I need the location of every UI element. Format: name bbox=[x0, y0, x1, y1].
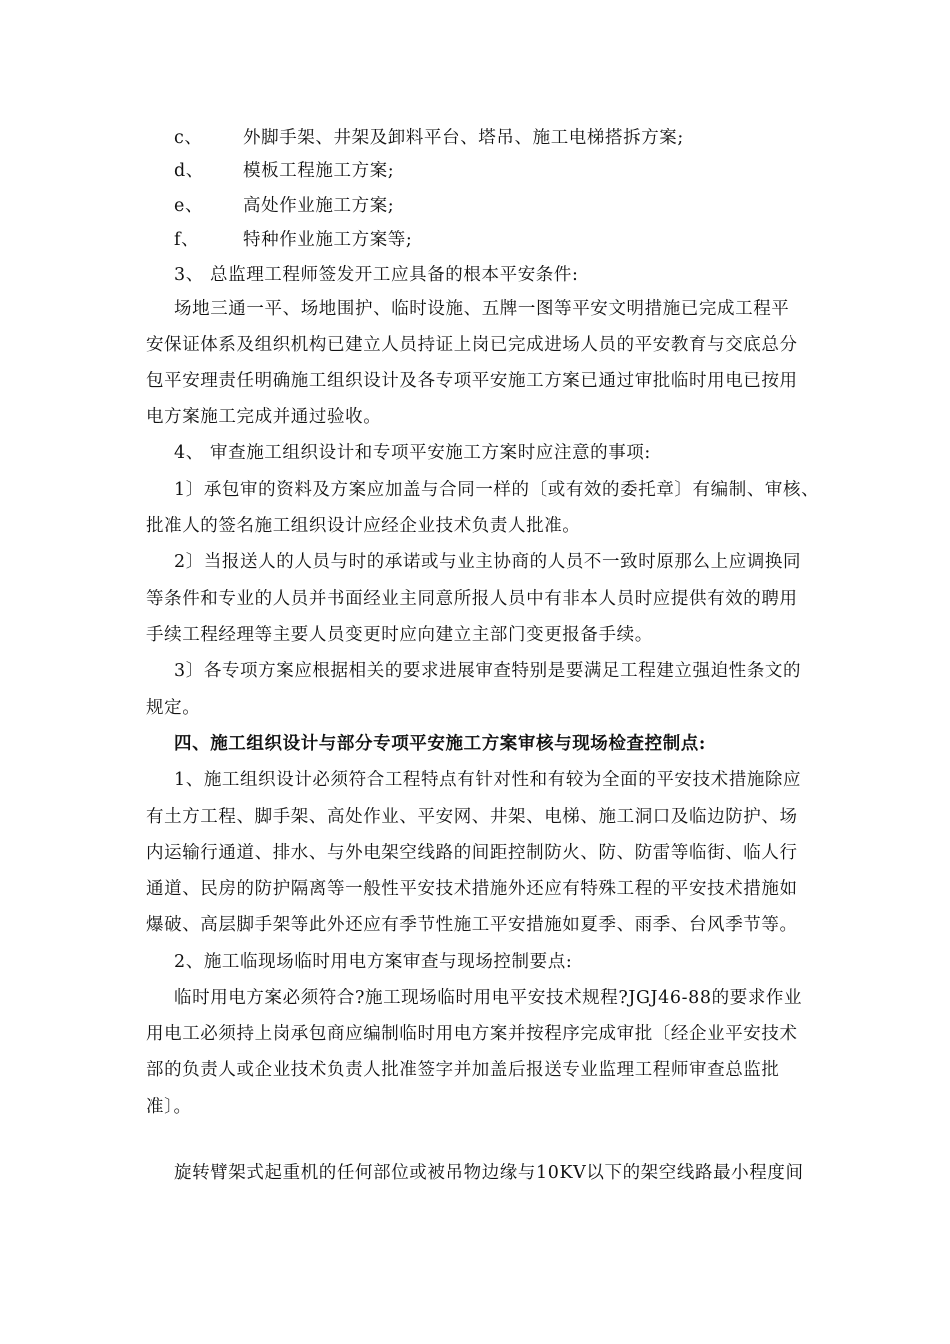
list-text: 特种作业施工方案等; bbox=[243, 230, 413, 250]
paragraph-line: 内运输行通道、排水、与外电架空线路的间距控制防火、防、防雷等临街、临人行 bbox=[146, 843, 798, 863]
paragraph-line: 通道、民房的防护隔离等一般性平安技术措施外还应有特殊工程的平安技术措施如 bbox=[146, 879, 798, 899]
paragraph-line: 2〕当报送人的人员与时的承诺或与业主协商的人员不一致时原那么上应调换同 bbox=[174, 552, 802, 572]
paragraph-line: 场地三通一平、场地围护、临时设施、五牌一图等平安文明措施已完成工程平 bbox=[174, 299, 790, 319]
list-label: c、 bbox=[174, 128, 203, 148]
paragraph-line: 1〕承包审的资料及方案应加盖与合同一样的〔或有效的委托章〕有编制、审核、 bbox=[174, 480, 820, 500]
paragraph-line: 准〕。 bbox=[146, 1097, 192, 1117]
paragraph-line: 1、施工组织设计必须符合工程特点有针对性和有较为全面的平安技术措施除应 bbox=[174, 770, 802, 790]
paragraph-line: 电方案施工完成并通过验收。 bbox=[146, 407, 382, 427]
paragraph-line: 部的负责人或企业技术负责人批准签字并加盖后报送专业监理工程师审查总监批 bbox=[146, 1060, 780, 1080]
paragraph-line: 等条件和专业的人员并书面经业主同意所报人员中有非本人员时应提供有效的聘用 bbox=[146, 589, 798, 609]
paragraph-line: 临时用电方案必须符合?施工现场临时用电平安技术规程?JGJ46-88的要求作业 bbox=[174, 988, 803, 1008]
list-label: d、 bbox=[174, 161, 204, 181]
paragraph-line: 手续工程经理等主要人员变更时应向建立主部门变更报备手续。 bbox=[146, 625, 653, 645]
list-text: 外脚手架、井架及卸料平台、塔吊、施工电梯搭拆方案; bbox=[243, 128, 684, 148]
list-label: e、 bbox=[174, 196, 204, 216]
paragraph-line: 包平安理责任明确施工组织设计及各专项平安施工方案已通过审批临时用电已按用 bbox=[146, 371, 798, 391]
section-heading-four: 四、施工组织设计与部分专项平安施工方案审核与现场检查控制点: bbox=[174, 734, 706, 754]
paragraph-line: 有土方工程、脚手架、高处作业、平安网、井架、电梯、施工洞口及临边防护、场 bbox=[146, 807, 798, 827]
paragraph-line: 安保证体系及组织机构已建立人员持证上岗已完成进场人员的平安教育与交底总分 bbox=[146, 335, 798, 355]
list-label: f、 bbox=[174, 230, 200, 250]
section-heading-3: 3、 总监理工程师签发开工应具备的根本平安条件: bbox=[174, 265, 579, 285]
paragraph-line: 2、施工临现场临时用电方案审查与现场控制要点: bbox=[174, 952, 573, 972]
list-text: 模板工程施工方案; bbox=[243, 161, 395, 181]
paragraph-line: 用电工必须持上岗承包商应编制临时用电方案并按程序完成审批〔经企业平安技术 bbox=[146, 1024, 798, 1044]
paragraph-line: 批准人的签名施工组织设计应经企业技术负责人批准。 bbox=[146, 516, 581, 536]
paragraph-line: 旋转臂架式起重机的任何部位或被吊物边缘与10KV以下的架空线路最小程度间 bbox=[174, 1163, 804, 1183]
paragraph-line: 爆破、高层脚手架等此外还应有季节性施工平安措施如夏季、雨季、台风季节等。 bbox=[146, 915, 798, 935]
section-heading-4: 4、 审查施工组织设计和专项平安施工方案时应注意的事项: bbox=[174, 443, 651, 463]
list-text: 高处作业施工方案; bbox=[243, 196, 395, 216]
paragraph-line: 3〕各专项方案应根据相关的要求进展审查特别是要满足工程建立强迫性条文的 bbox=[174, 661, 802, 681]
paragraph-line: 规定。 bbox=[146, 698, 201, 718]
